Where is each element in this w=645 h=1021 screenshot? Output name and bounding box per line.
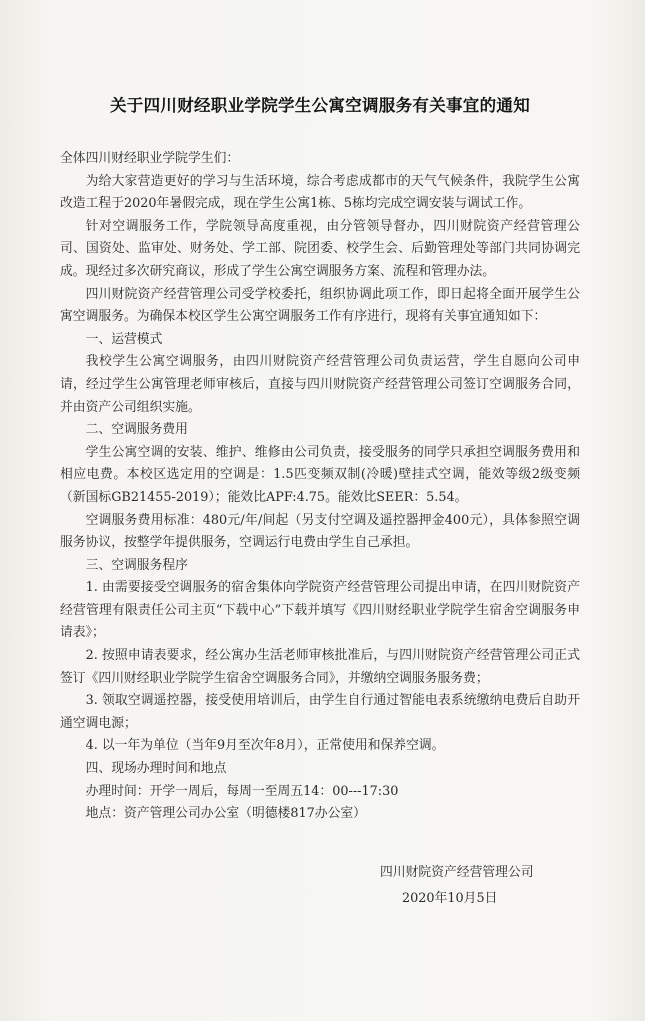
notice-title: 关于四川财经职业学院学生公寓空调服务有关事宜的通知 (110, 96, 530, 115)
signature-date: 2020年10月5日 (402, 891, 498, 906)
signature-org: 四川财院资产经营管理公司 (380, 865, 534, 880)
intro-paragraph-1: 为给大家营造更好的学习与生活环境，综合考虑成都市的天气气候条件，我院学生公寓改造工程于2020年暑假完成，现在学生公寓1栋、5栋均完成空调安装与调试工作。 (60, 173, 580, 212)
section-4-place: 地点：资产管理公司办公室（明德楼817办公室） (85, 806, 366, 822)
intro-paragraph-3: 四川财院资产经营管理公司受学校委托，组织协调此项工作，即日起将全面开展学生公寓空调服务。为确保本校区学生公寓空调服务工作有序进行，现将有关事宜通知如下： (60, 286, 580, 325)
section-2-text-2: 空调服务费用标准：480元/年/间起（另支付空调及遥控器押金400元），具体参照空调服务协议，按整学年提供服务，空调运行电费由学生自己承担。 (60, 512, 580, 551)
section-4-heading: 四、现场办理时间和地点 (85, 761, 227, 777)
section-3-item-4: 4. 以一年为单位（当年9月至次年8月），正常使用和保养空调。 (85, 738, 445, 754)
section-2-text-1: 学生公寓空调的安装、维护、维修由公司负责，接受服务的同学只承担空调服务费用和相应电费。本校区选定用的空调是：1.5匹变频双制(冷暖)壁挂式空调，能效等级2级变频（新国标GB21455-2019）；能效比APF:4.75。能效比SEER：5.54。 (60, 444, 580, 505)
section-1-text: 我校学生公寓空调服务，由四川财院资产经营管理公司负责运营，学生自愿向公司申请，经过学生公寓管理老师审核后，直接与四川财院资产经营管理公司签订空调服务合同，并由资产公司组织实施。 (60, 354, 580, 415)
notice-body (60, 148, 580, 826)
section-4-time: 办理时间：开学一周后，每周一至周五14：00---17:30 (85, 783, 399, 799)
section-3-heading: 三、空调服务程序 (85, 557, 188, 573)
greeting: 全体四川财经职业学院学生们： (60, 151, 240, 166)
signature-block (380, 860, 560, 912)
section-3-item-3: 3. 领取空调遥控器，接受使用培训后，由学生自行通过智能电表系统缴纳电费后自助开通空调电源； (60, 693, 580, 731)
section-2-heading: 二、空调服务费用 (85, 422, 188, 438)
section-3-item-2: 2. 按照申请表要求，经公寓办生活老师审核批准后，与四川财院资产经营管理公司正式签订《四川财经职业学院学生宿舍空调服务合同》，并缴纳空调服务服务费； (60, 648, 580, 686)
intro-paragraph-2: 针对空调服务工作，学院领导高度重视，由分管领导督办，四川财院资产经营管理公司、国资处、监审处、财务处、学工部、院团委、校学生会、后勤管理处等部门共同协调完成。现经过多次研究商议，形成了学生公寓空调服务方案、流程和管理办法。 (60, 218, 580, 279)
section-3-item-1: 1. 由需要接受空调服务的宿舍集体向学院资产经营管理公司提出申请，在四川财院资产经营管理有限责任公司主页“下载中心”下载并填写《四川财经职业学院学生宿舍空调服务申请表》； (60, 580, 580, 641)
section-1-heading: 一、运营模式 (85, 331, 163, 347)
